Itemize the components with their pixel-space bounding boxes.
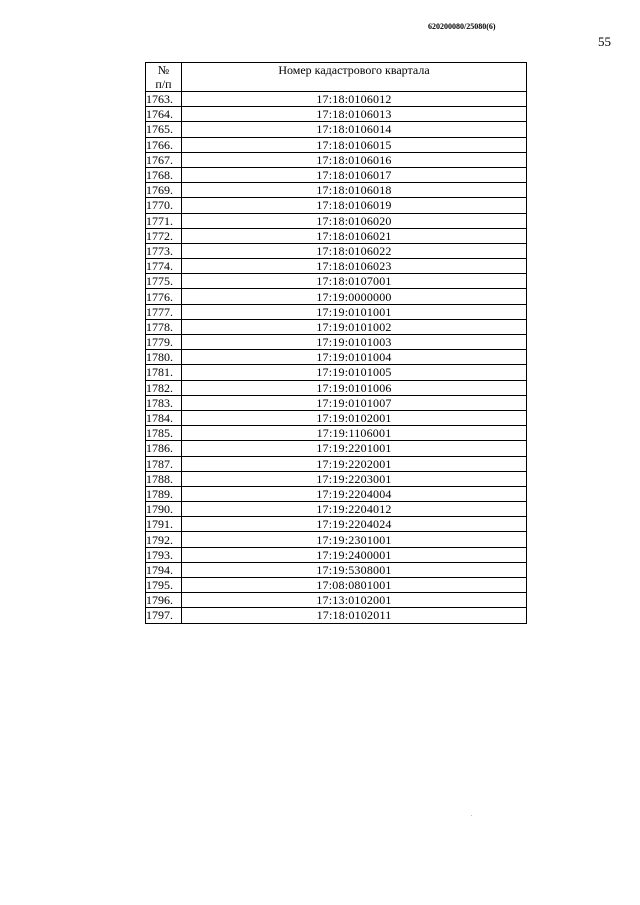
- header-number-symbol: №: [157, 63, 170, 77]
- cadastral-quarter-number: 17:18:0106017: [182, 167, 527, 182]
- cadastral-quarter-number: 17:18:0106018: [182, 183, 527, 198]
- table-row: [146, 532, 527, 547]
- row-number: 1773.: [146, 243, 182, 258]
- cadastral-quarters-table: [145, 62, 527, 624]
- cadastral-quarter-number: 17:19:2204004: [182, 486, 527, 501]
- header-number-abbrev: п/п: [155, 77, 172, 91]
- cadastral-quarter-number: 17:19:1106001: [182, 426, 527, 441]
- cadastral-quarter-number: 17:08:0801001: [182, 578, 527, 593]
- table-row: [146, 92, 527, 107]
- cadastral-quarter-number: 17:19:0102001: [182, 410, 527, 425]
- cadastral-quarter-number: 17:19:2203001: [182, 471, 527, 486]
- row-number: 1775.: [146, 274, 182, 289]
- cadastral-quarter-number: 17:18:0106020: [182, 213, 527, 228]
- cadastral-quarter-number: 17:19:0101006: [182, 380, 527, 395]
- row-number: 1769.: [146, 183, 182, 198]
- table-row: [146, 593, 527, 608]
- cadastral-quarter-number: 17:18:0107001: [182, 274, 527, 289]
- row-number: 1764.: [146, 107, 182, 122]
- row-number: 1797.: [146, 608, 182, 623]
- cadastral-quarter-number: 17:19:2202001: [182, 456, 527, 471]
- row-number: 1782.: [146, 380, 182, 395]
- row-number: 1781.: [146, 365, 182, 380]
- row-number: 1770.: [146, 198, 182, 213]
- cadastral-quarter-number: 17:18:0106014: [182, 122, 527, 137]
- row-number: 1791.: [146, 517, 182, 532]
- table-row: [146, 350, 527, 365]
- table-row: [146, 228, 527, 243]
- row-number: 1768.: [146, 167, 182, 182]
- table-row: [146, 167, 527, 182]
- row-number: 1789.: [146, 486, 182, 501]
- row-number: 1776.: [146, 289, 182, 304]
- table-row: [146, 471, 527, 486]
- cadastral-quarter-number: 17:19:0101001: [182, 304, 527, 319]
- table-row: [146, 213, 527, 228]
- row-number: 1763.: [146, 92, 182, 107]
- table-row: [146, 395, 527, 410]
- row-number: 1796.: [146, 593, 182, 608]
- table-row: [146, 456, 527, 471]
- row-number: 1767.: [146, 152, 182, 167]
- page-number: 55: [598, 34, 611, 49]
- table-row: [146, 441, 527, 456]
- row-number: 1783.: [146, 395, 182, 410]
- table-row: [146, 289, 527, 304]
- table-row: [146, 304, 527, 319]
- cadastral-quarter-number: 17:19:0101007: [182, 395, 527, 410]
- table-row: [146, 198, 527, 213]
- cadastral-quarter-number: 17:18:0106013: [182, 107, 527, 122]
- cadastral-quarter-number: 17:19:0101004: [182, 350, 527, 365]
- cadastral-quarter-number: 17:19:0101002: [182, 319, 527, 334]
- table-row: [146, 547, 527, 562]
- row-number: 1790.: [146, 502, 182, 517]
- table-row: [146, 183, 527, 198]
- cadastral-quarter-number: 17:18:0106021: [182, 228, 527, 243]
- cadastral-quarter-number: 17:19:0101005: [182, 365, 527, 380]
- row-number: 1772.: [146, 228, 182, 243]
- row-number: 1766.: [146, 137, 182, 152]
- row-number: 1793.: [146, 547, 182, 562]
- table-row: [146, 365, 527, 380]
- document-code: 620200080/25080(6): [428, 22, 496, 31]
- table-row: [146, 122, 527, 137]
- cadastral-quarter-number: 17:19:2201001: [182, 441, 527, 456]
- table-row: [146, 152, 527, 167]
- table-row: [146, 486, 527, 501]
- cadastral-quarter-number: 17:18:0106022: [182, 243, 527, 258]
- row-number: 1774.: [146, 259, 182, 274]
- table-row: [146, 380, 527, 395]
- row-number: 1784.: [146, 410, 182, 425]
- table-row: [146, 243, 527, 258]
- table-row: [146, 274, 527, 289]
- row-number: 1779.: [146, 335, 182, 350]
- cadastral-quarter-number: 17:19:2400001: [182, 547, 527, 562]
- cadastral-quarter-number: 17:19:5308001: [182, 562, 527, 577]
- cadastral-quarter-number: 17:18:0106015: [182, 137, 527, 152]
- cadastral-quarter-number: 17:19:2204024: [182, 517, 527, 532]
- cadastral-quarter-number: 17:18:0106019: [182, 198, 527, 213]
- header-number-cell: [146, 63, 182, 92]
- table-row: [146, 410, 527, 425]
- cadastral-quarter-number: 17:19:0101003: [182, 335, 527, 350]
- table-row: [146, 107, 527, 122]
- row-number: 1788.: [146, 471, 182, 486]
- row-number: 1785.: [146, 426, 182, 441]
- table-row: [146, 426, 527, 441]
- table-row: [146, 319, 527, 334]
- row-number: 1792.: [146, 532, 182, 547]
- table-row: [146, 578, 527, 593]
- cadastral-quarter-number: 17:18:0106016: [182, 152, 527, 167]
- row-number: 1795.: [146, 578, 182, 593]
- scan-speck: [471, 815, 472, 816]
- table-header-row: [146, 63, 527, 92]
- row-number: 1778.: [146, 319, 182, 334]
- row-number: 1771.: [146, 213, 182, 228]
- header-code-cell: Номер кадастрового квартала: [182, 63, 527, 92]
- table-row: [146, 335, 527, 350]
- row-number: 1777.: [146, 304, 182, 319]
- row-number: 1780.: [146, 350, 182, 365]
- table-row: [146, 517, 527, 532]
- table-row: [146, 562, 527, 577]
- table-row: [146, 259, 527, 274]
- row-number: 1787.: [146, 456, 182, 471]
- cadastral-quarter-number: 17:19:2301001: [182, 532, 527, 547]
- table-row: [146, 502, 527, 517]
- cadastral-quarter-number: 17:13:0102001: [182, 593, 527, 608]
- cadastral-quarter-number: 17:19:0000000: [182, 289, 527, 304]
- table-body: [146, 92, 527, 624]
- cadastral-quarter-number: 17:18:0106012: [182, 92, 527, 107]
- cadastral-quarter-number: 17:19:2204012: [182, 502, 527, 517]
- row-number: 1794.: [146, 562, 182, 577]
- row-number: 1765.: [146, 122, 182, 137]
- cadastral-quarter-number: 17:18:0102011: [182, 608, 527, 623]
- cadastral-quarter-number: 17:18:0106023: [182, 259, 527, 274]
- table-row: [146, 137, 527, 152]
- table-row: [146, 608, 527, 623]
- row-number: 1786.: [146, 441, 182, 456]
